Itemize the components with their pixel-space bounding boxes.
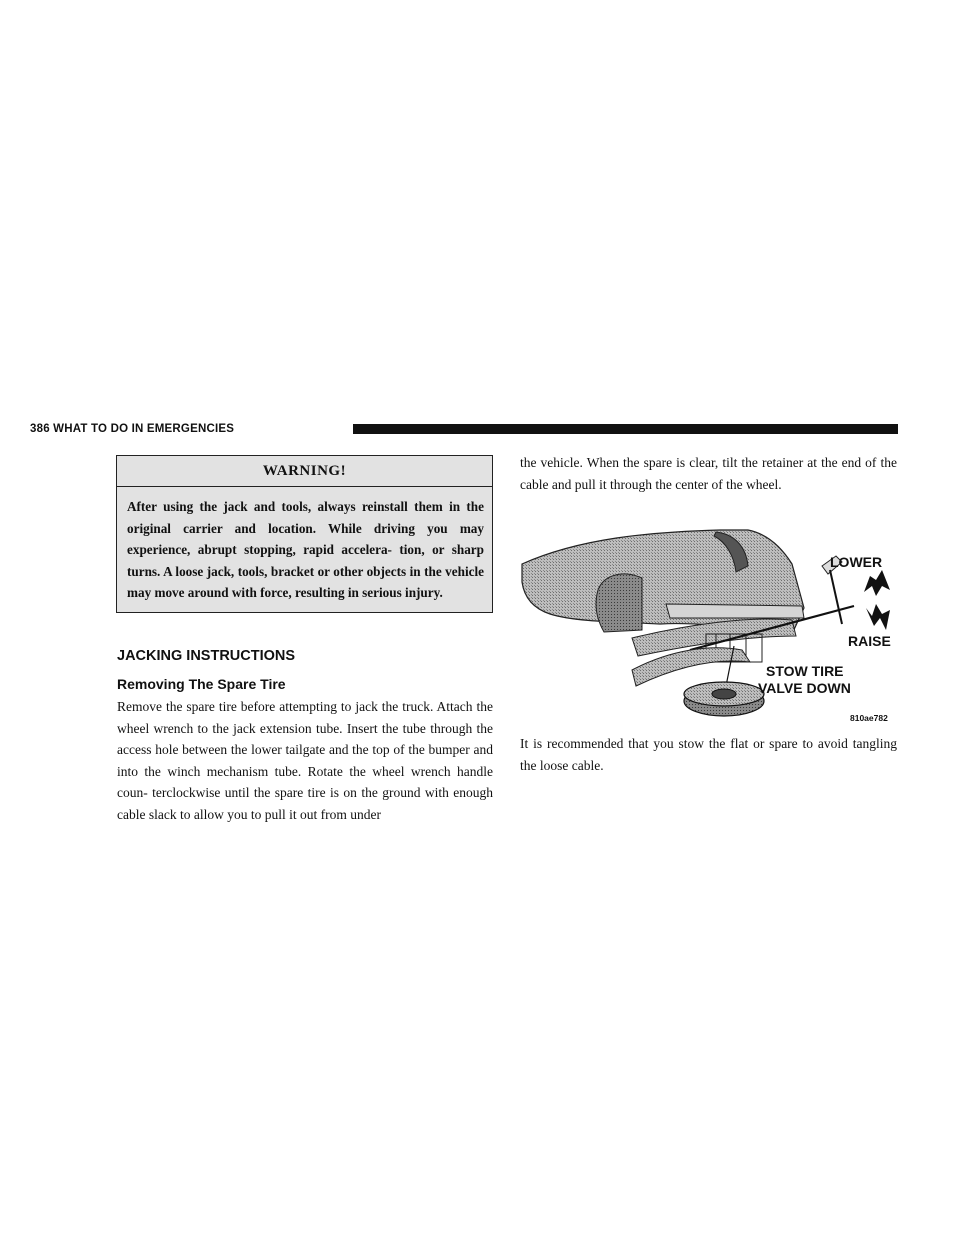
page-header-text: 386 WHAT TO DO IN EMERGENCIES [30,423,235,435]
section-subheading: Removing The Spare Tire [117,676,286,692]
label-valve-down: VALVE DOWN [758,680,851,696]
lower-arrow-icon [864,570,890,596]
paragraph-stow-recommendation: It is recommended that you stow the flat or spare to avoid tangling the loose cable. [520,736,897,773]
warning-box [116,455,493,613]
raise-arrow-icon [866,604,890,630]
label-lower: LOWER [830,554,883,570]
page-header [30,421,898,437]
paragraph-removing-spare: Remove the spare tire before attempting to jack the truck. Attach the wheel wrench to the jack extension tube. Insert the tube through the access hole between the lower tailgate and the top of the bumper and into the winch mechanism tube. Rotate the wheel wrench handle coun- terclockwise until the spare tire is on the ground with enough cable slack to allow you to pull it out from under [117,699,493,822]
figure-code: 810ae782 [850,713,888,723]
warning-body: After using the jack and tools, always reinstall them in the original carrier and location. While driving you may experience, abrupt stopping, rapid accelera- tion, or sharp turns. A loose jack, tools, bracket or other objects in the vehicle may move around with force, resulting in serious injury. [127,499,484,601]
section-heading: JACKING INSTRUCTIONS [117,648,296,664]
label-raise: RAISE [848,633,891,649]
paragraph-continued: the vehicle. When the spare is clear, tilt the retainer at the end of the cable and pull it through the center of the wheel. [520,455,897,492]
label-stow-tire: STOW TIRE [766,663,844,679]
spare-tire-illustration [520,526,897,726]
bumper-shape [666,604,804,618]
header-rule [353,424,898,434]
warning-title: WARNING! [117,456,492,487]
fender-well-shape [596,574,642,632]
